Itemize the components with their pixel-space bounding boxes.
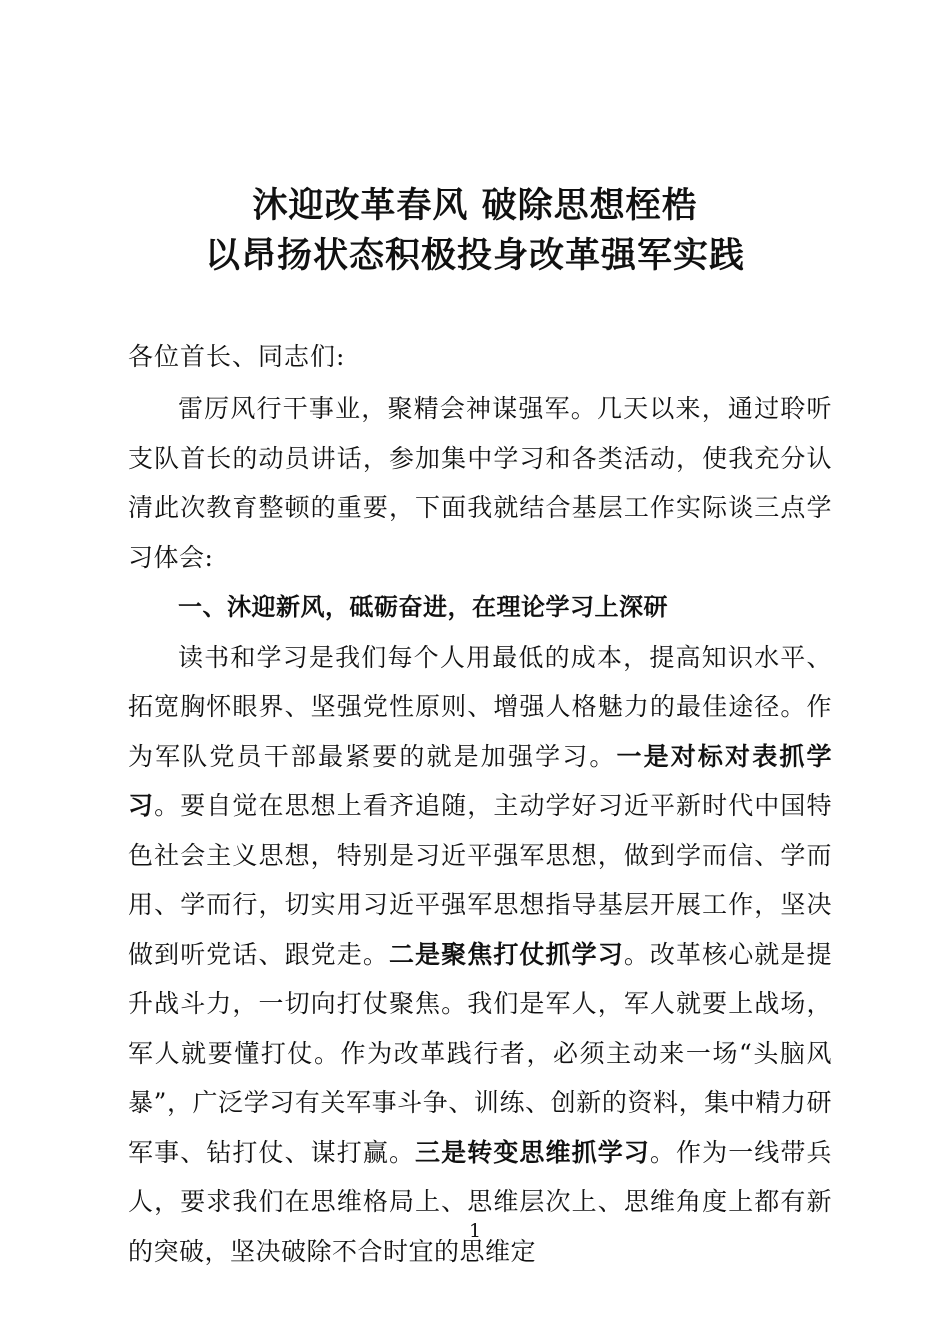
point-three-bold: 三是转变思维抓学习	[415, 1137, 650, 1167]
point-two-bold: 二是聚焦打仗抓学习	[388, 939, 624, 969]
point-one-bold: 一是对标对表抓学习	[128, 741, 832, 820]
paragraph-text-3: 。改革核心就是提升战斗力，一切向打仗聚焦。我们是军人，军人就要上战场，军人就要懂打仗。作为改革践行者，必须主动来一场“头脑风暴”，广泛学习有关军事斗争、训练、创新的资料，集中精力研军事、钻打仗、谋打赢。	[128, 939, 832, 1167]
paragraph-text-1: 读书和学习是我们每个人用最低的成本，提高知识水平、拓宽胸怀眼界、坚强党性原则、增强人格魅力的最佳途径。作为军队党员干部最紧要的就是加强学习。	[128, 642, 832, 771]
study-paragraph	[128, 633, 832, 1277]
paragraph-text-2: 。要自觉在思想上看齐追随，主动学好习近平新时代中国特色社会主义思想，特别是习近平强军思想，做到学而信、学而用、学而行，切实用习近平强军思想指导基层开展工作，坚决做到听党话、跟党走。	[128, 791, 832, 969]
title-line-1: 沐迎改革春风 破除思想桎梏	[252, 185, 698, 226]
document-body	[128, 384, 832, 1276]
salutation: 各位首长、同志们:	[128, 342, 346, 371]
title-line-2: 以昂扬状态积极投身改革强军实践	[204, 235, 745, 276]
page-number: 1	[468, 1220, 482, 1242]
intro-paragraph: 雷厉风行干事业，聚精会神谋强军。几天以来，通过聆听支队首长的动员讲话，参加集中学习和各类活动，使我充分认清此次教育整顿的重要，下面我就结合基层工作实际谈三点学习体会:	[128, 394, 832, 572]
section-heading-1	[128, 582, 832, 633]
section-heading-text: 一、沐迎新风，砥砺奋进，在理论学习上深研	[178, 593, 668, 621]
paragraph-text-4: 。作为一线带兵人，要求我们在思维格局上、思维层次上、思维角度上都有新的突破，坚决破除不合时宜的思维定	[128, 1137, 832, 1266]
